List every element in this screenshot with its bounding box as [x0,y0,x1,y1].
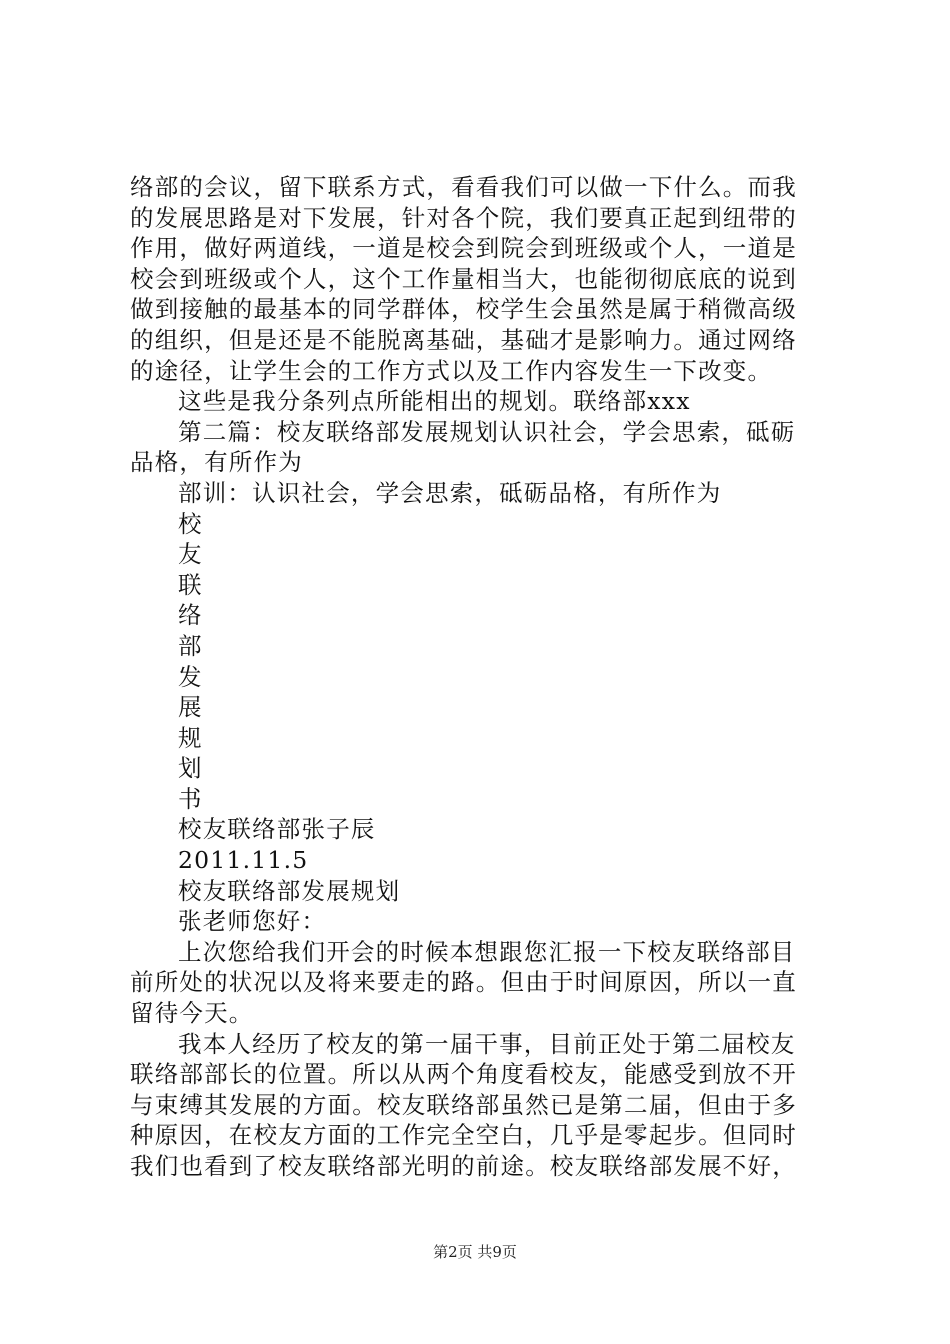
text-line: 展 [178,693,203,722]
text-line: 2011.11.5 [178,846,309,875]
text-line: 我本人经历了校友的第一届干事，目前正处于第二届校友 [178,1029,796,1058]
text-line: 第二篇：校友联络部发展规划认识社会，学会思索，砥砺 [178,417,796,446]
text-line: 络部的会议，留下联系方式，看看我们可以做一下什么。而我 [130,173,797,201]
text-line: 做到接触的最基本的同学群体，校学生会虽然是属于稍微高级 [130,295,797,324]
text-line: 友 [178,540,203,569]
text-line: 规 [178,723,203,752]
text-line: 作用，做好两道线，一道是校会到院会到班级或个人，一道是 [130,234,797,263]
text-line: 品格，有所作为 [130,448,303,477]
text-line: 上次您给我们开会的时候本想跟您汇报一下校友联络部目 [178,937,796,966]
text-line: 发 [178,662,203,691]
text-line: 校 [178,509,203,538]
text-line: 前所处的状况以及将来要走的路。但由于时间原因，所以一直 [130,968,797,997]
text-line: 的发展思路是对下发展，针对各个院，我们要真正起到纽带的 [130,203,797,232]
text-line: 留待今天。 [130,999,254,1028]
text-line: 校友联络部发展规划 [178,876,401,905]
text-line: 络 [178,601,203,630]
text-line: 部 [178,631,203,660]
text-line: 的途径，让学生会的工作方式以及工作内容发生一下改变。 [130,356,773,385]
text-line: 书 [178,784,203,813]
text-line: 我们也看到了校友联络部光明的前途。校友联络部发展不好， [130,1152,797,1180]
text-line: 联 [178,570,203,599]
text-line: 部训：认识社会，学会思索，砥砺品格，有所作为 [178,478,722,507]
text-line: 种原因，在校友方面的工作完全空白，几乎是零起步。但同时 [130,1121,797,1150]
document-body [130,172,830,1182]
text-line: 的组织，但是还是不能脱离基础，基础才是影响力。通过网络 [130,325,797,354]
text-line: 这些是我分条列点所能相出的规划。联络部xxx [178,387,691,416]
text-line: 校会到班级或个人，这个工作量相当大，也能彻彻底底的说到 [130,264,797,293]
text-line: 划 [178,754,203,783]
text-line: 与束缚其发展的方面。校友联络部虽然已是第二届，但由于多 [130,1090,797,1119]
text-line: 联络部部长的位置。所以从两个角度看校友，能感受到放不开 [130,1060,797,1089]
page-footer: 第2页 共9页 [433,1243,517,1261]
text-line: 张老师您好： [178,907,327,936]
text-line: 校友联络部张子辰 [178,815,376,844]
